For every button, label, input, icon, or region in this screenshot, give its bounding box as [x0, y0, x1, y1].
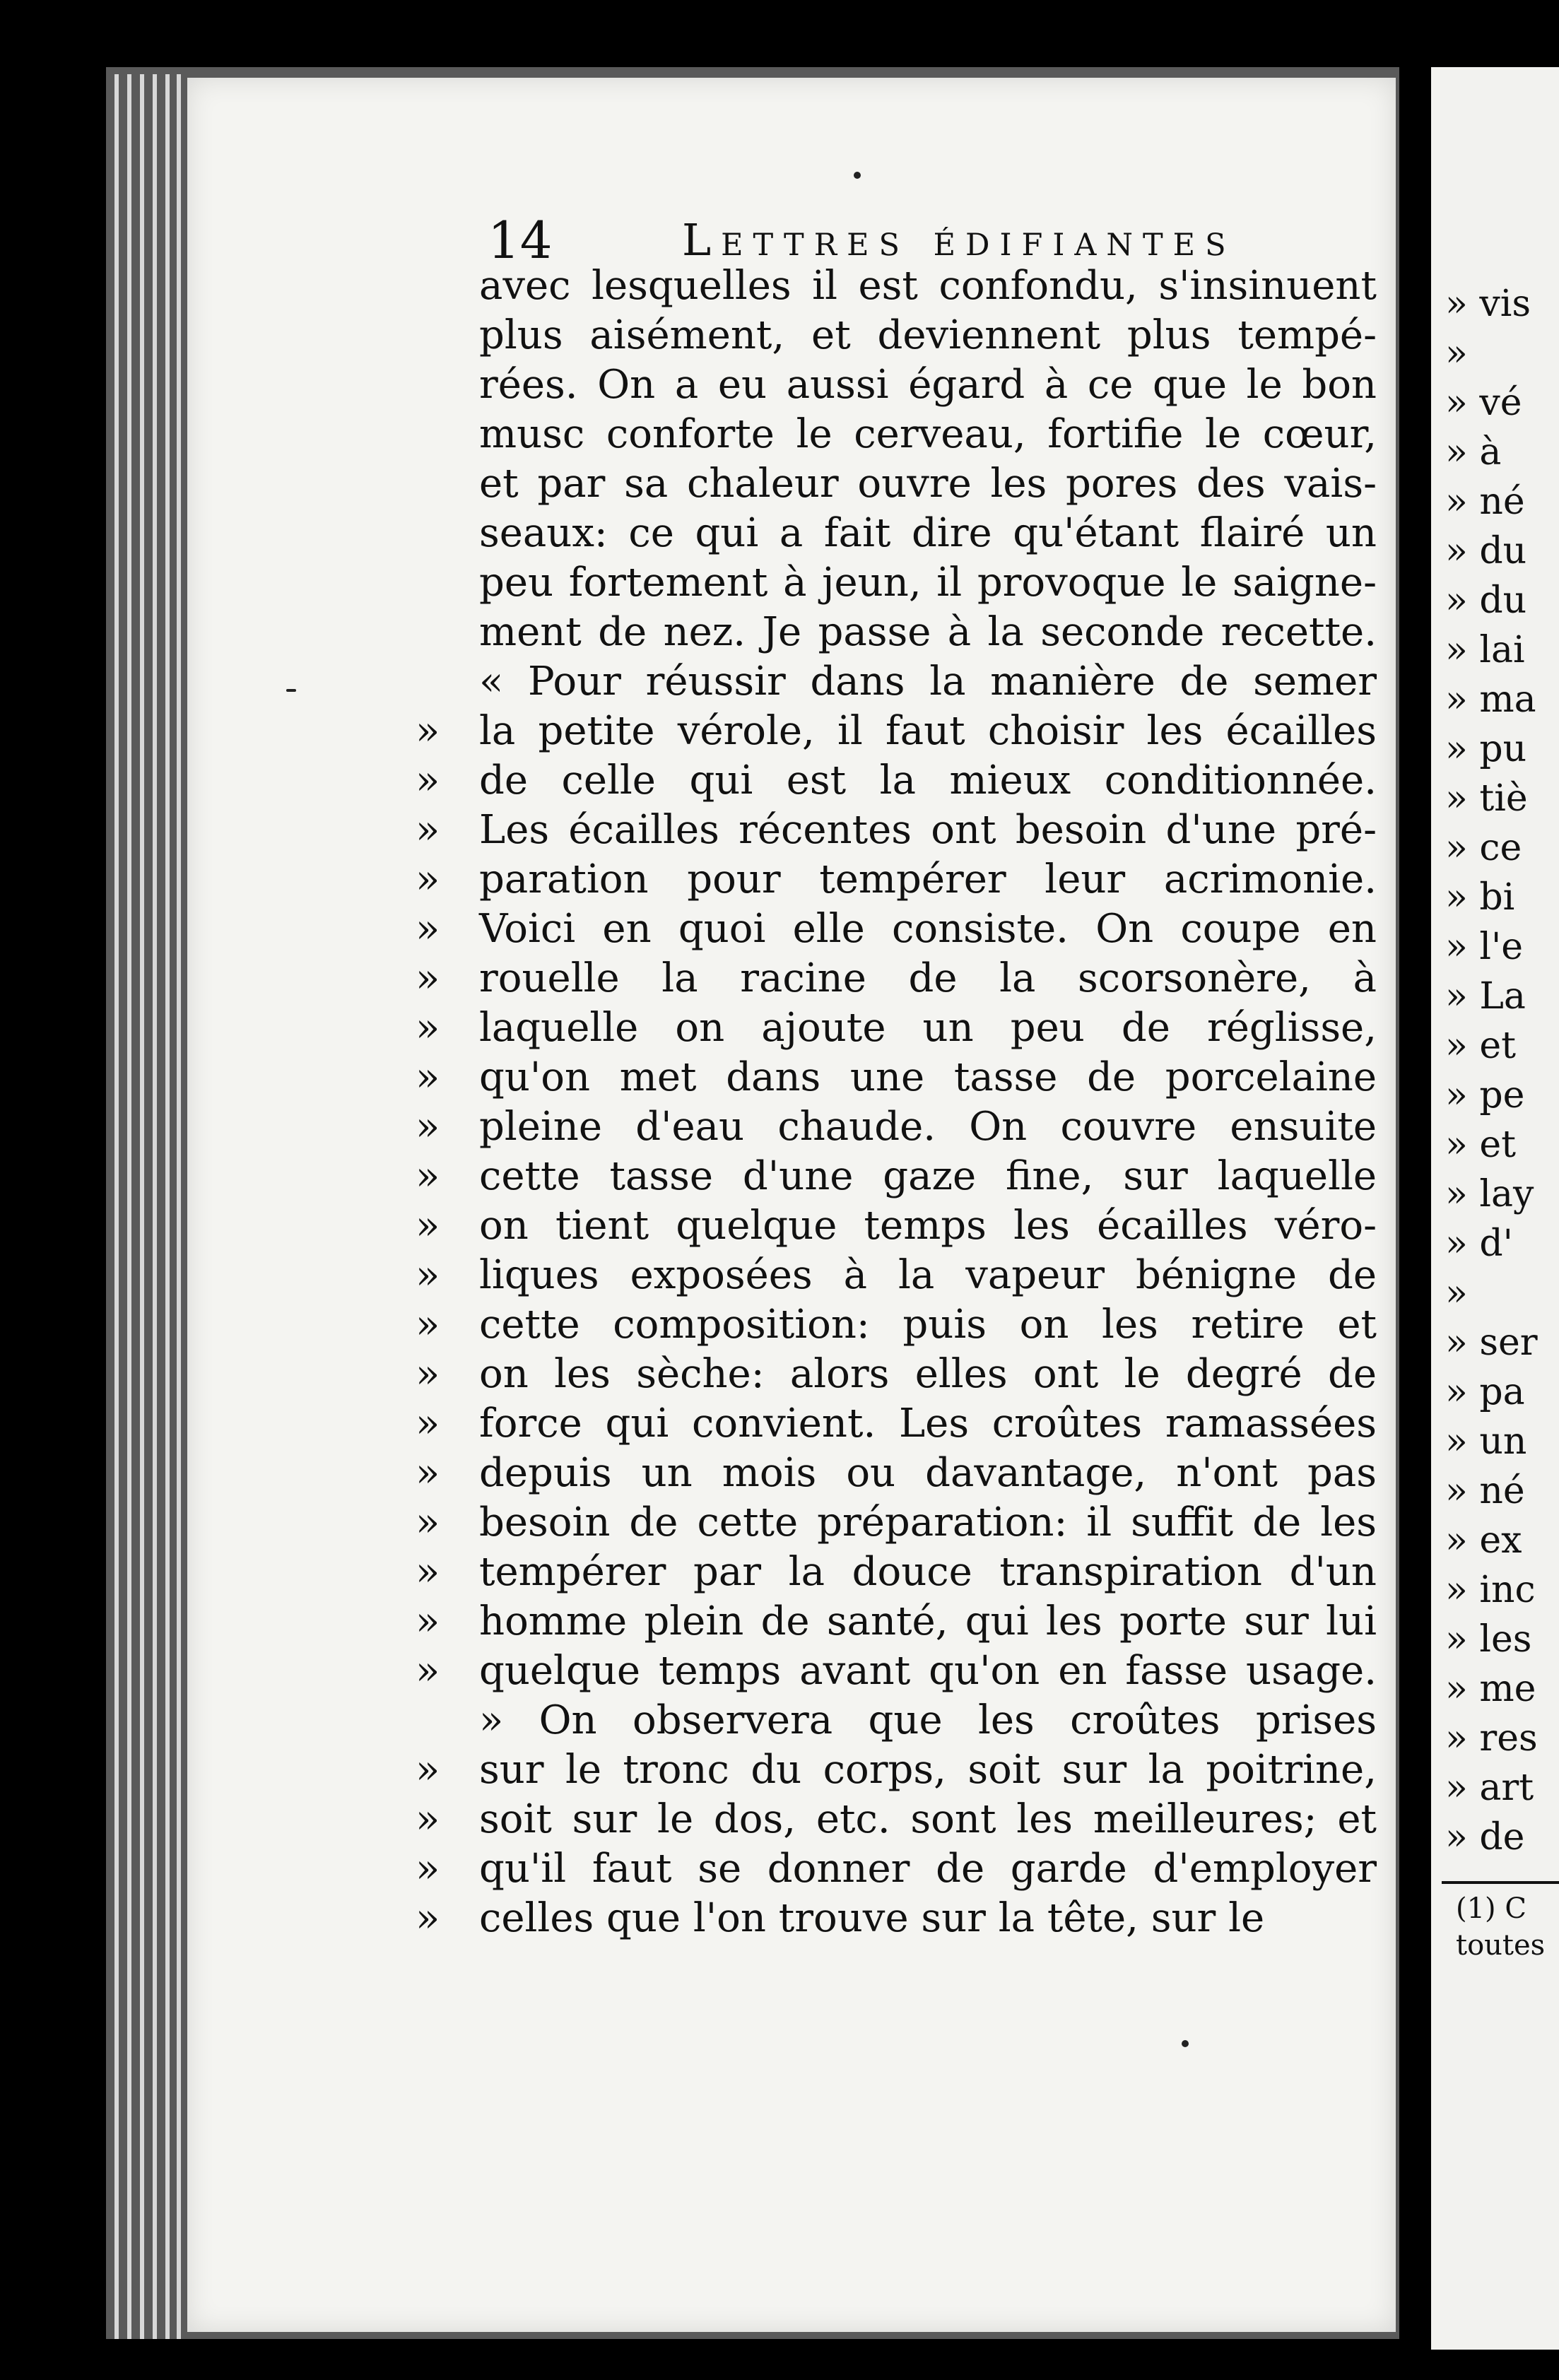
text-line	[416, 1449, 1377, 1498]
right-page-line: » né	[1445, 1470, 1525, 1512]
text-line	[416, 1646, 1377, 1696]
line-text: de celle qui est la mieux conditionnée.	[479, 758, 1377, 803]
footnote-line: (1) C	[1456, 1892, 1526, 1925]
page-body-text	[416, 261, 1377, 1943]
line-text: homme plein de santé, qui les porte sur lui	[479, 1598, 1377, 1644]
line-text: qu'on met dans une tasse de porcelaine	[479, 1054, 1377, 1100]
line-text: soit sur le dos, etc. sont les meilleures; et	[479, 1796, 1377, 1842]
line-text: sur le tronc du corps, soit sur la poitrine,	[479, 1747, 1377, 1793]
right-page-line: » inc	[1445, 1569, 1536, 1611]
line-text: quelque temps avant qu'on en fasse usage.	[479, 1648, 1377, 1694]
text-line	[416, 1795, 1377, 1844]
quote-mark: »	[416, 955, 440, 1001]
line-text: » On observera que les croûtes prises	[479, 1697, 1377, 1743]
quote-mark: »	[416, 1747, 440, 1793]
text-line	[416, 1053, 1377, 1102]
right-page-line: » me	[1445, 1668, 1536, 1710]
line-text: cette tasse d'une gaze fine, sur laquelle	[479, 1153, 1377, 1199]
right-page-line: » de	[1445, 1816, 1525, 1858]
text-line	[479, 558, 1377, 608]
text-line	[479, 311, 1377, 360]
text-line	[479, 1696, 1377, 1745]
text-line	[416, 1399, 1377, 1449]
quote-mark: »	[416, 1401, 440, 1447]
line-text: laquelle on ajoute un peu de réglisse,	[479, 1005, 1377, 1051]
right-page-line: » du	[1445, 579, 1527, 622]
quote-mark: »	[416, 1153, 440, 1199]
right-page-line: » à	[1445, 431, 1502, 473]
page-number: 14	[488, 211, 553, 270]
line-text: plus aisément, et deviennent plus tempé-	[479, 312, 1377, 358]
right-page-line: »	[1445, 332, 1468, 375]
quote-mark: »	[416, 856, 440, 902]
quote-mark: »	[416, 1351, 440, 1397]
line-text: pleine d'eau chaude. On couvre ensuite	[479, 1104, 1377, 1150]
quote-mark: »	[416, 1005, 440, 1051]
line-text: rées. On a eu aussi égard à ce que le bon	[479, 362, 1377, 408]
right-page-line: » pa	[1445, 1371, 1525, 1413]
page-edge-line	[140, 74, 144, 2339]
quote-mark: »	[416, 1450, 440, 1496]
right-page-line: »	[1445, 1272, 1468, 1314]
right-page-line: » l'e	[1445, 926, 1524, 968]
page-edge-line	[153, 74, 157, 2339]
quote-mark: »	[416, 1648, 440, 1694]
quote-mark: »	[416, 758, 440, 803]
line-text: liques exposées à la vapeur bénigne de	[479, 1252, 1377, 1298]
right-page-line: » et	[1445, 1124, 1517, 1166]
line-text: ment de nez. Je passe à la seconde recette.	[479, 609, 1377, 655]
page-edge-line	[165, 74, 170, 2339]
line-text: force qui convient. Les croûtes ramassées	[479, 1401, 1377, 1447]
line-text: musc conforte le cerveau, fortifie le cœur,	[479, 411, 1377, 457]
right-page-line: » pu	[1445, 728, 1527, 770]
quote-mark: »	[416, 1104, 440, 1150]
quote-mark: »	[416, 708, 440, 754]
text-line	[416, 954, 1377, 1003]
right-page-line: » né	[1445, 481, 1525, 523]
text-line	[479, 657, 1377, 707]
running-title: Lettres édifiantes	[682, 214, 1236, 266]
right-page-line: » les	[1445, 1618, 1532, 1661]
text-line	[479, 509, 1377, 558]
text-line	[479, 608, 1377, 657]
right-page-line: » vé	[1445, 382, 1522, 424]
line-text: cette composition: puis on les retire et	[479, 1302, 1377, 1348]
line-text: tempérer par la douce transpiration d'un	[479, 1549, 1377, 1595]
text-line	[416, 1350, 1377, 1399]
right-page-line: » du	[1445, 530, 1527, 572]
quote-mark: »	[416, 1302, 440, 1348]
quote-mark: »	[416, 1598, 440, 1644]
text-line	[416, 1152, 1377, 1201]
line-text: avec lesquelles il est confondu, s'insinuent	[479, 263, 1377, 309]
right-page-line: » tiè	[1445, 777, 1528, 820]
right-page-line: » d'	[1445, 1223, 1513, 1265]
quote-mark: »	[416, 1846, 440, 1892]
text-line	[416, 1300, 1377, 1350]
right-page-fragment	[1431, 67, 1559, 2350]
footnote-line: toutes	[1456, 1929, 1546, 1962]
line-text: Voici en quoi elle consiste. On coupe en	[479, 906, 1377, 952]
page-edge-line	[177, 74, 181, 2339]
text-line	[416, 707, 1377, 756]
quote-mark: »	[416, 1549, 440, 1595]
right-page-line: » lay	[1445, 1173, 1534, 1215]
text-line	[479, 360, 1377, 410]
text-line	[416, 1745, 1377, 1795]
text-line	[416, 806, 1377, 855]
right-page-line: » pe	[1445, 1074, 1525, 1117]
line-text: qu'il faut se donner de garde d'employer	[479, 1846, 1377, 1892]
line-text: la petite vérole, il faut choisir les écailles	[479, 708, 1377, 754]
text-line	[416, 905, 1377, 954]
text-line	[479, 459, 1377, 509]
right-page-line: » lai	[1445, 629, 1525, 671]
quote-mark: »	[416, 807, 440, 853]
right-page-line: » vis	[1445, 283, 1531, 325]
right-page-line: » La	[1445, 975, 1526, 1018]
line-text: Les écailles récentes ont besoin d'une pré-	[479, 807, 1377, 853]
text-line	[416, 1597, 1377, 1646]
quote-mark: »	[416, 1895, 440, 1941]
quote-mark: »	[416, 1252, 440, 1298]
ink-speck	[854, 172, 861, 179]
text-line	[416, 1251, 1377, 1300]
page-edge-line	[114, 74, 119, 2339]
quote-mark: »	[416, 1500, 440, 1545]
line-text: paration pour tempérer leur acrimonie.	[479, 856, 1377, 902]
quote-mark: »	[416, 906, 440, 952]
right-page-line: » res	[1445, 1717, 1538, 1760]
quote-mark: »	[416, 1796, 440, 1842]
footnote-rule	[1442, 1881, 1559, 1884]
right-page-line: » et	[1445, 1025, 1517, 1067]
line-text: on tient quelque temps les écailles véro-	[479, 1203, 1377, 1249]
text-line	[416, 1548, 1377, 1597]
line-text: et par sa chaleur ouvre les pores des vais-	[479, 461, 1377, 507]
line-text: rouelle la racine de la scorsonère, à	[479, 955, 1377, 1001]
text-line	[416, 1894, 1377, 1943]
text-line	[416, 855, 1377, 905]
line-text: on les sèche: alors elles ont le degré de	[479, 1351, 1377, 1397]
ink-speck	[1182, 2040, 1189, 2047]
text-line	[416, 1003, 1377, 1053]
line-text: peu fortement à jeun, il provoque le saigne-	[479, 560, 1377, 606]
quote-mark: »	[416, 1203, 440, 1249]
text-line	[416, 756, 1377, 806]
right-page-line: » bi	[1445, 876, 1515, 919]
line-text: celles que l'on trouve sur la tête, sur le	[479, 1895, 1265, 1941]
text-line	[416, 1102, 1377, 1152]
text-line	[416, 1498, 1377, 1548]
text-line	[479, 410, 1377, 459]
right-page-line: » art	[1445, 1767, 1534, 1809]
text-line	[479, 261, 1377, 311]
right-page-line: » ma	[1445, 678, 1536, 721]
right-page-line: » ce	[1445, 827, 1522, 869]
right-page-line: » un	[1445, 1420, 1527, 1463]
line-text: « Pour réussir dans la manière de semer	[479, 659, 1377, 705]
text-line	[416, 1844, 1377, 1894]
ink-speck	[286, 689, 296, 692]
right-page-line: » ex	[1445, 1519, 1522, 1562]
page-edge-line	[127, 74, 131, 2339]
quote-mark: »	[416, 1054, 440, 1100]
text-line	[416, 1201, 1377, 1251]
right-page-line: » ser	[1445, 1321, 1538, 1364]
line-text: besoin de cette préparation: il suffit de les	[479, 1500, 1377, 1545]
line-text: depuis un mois ou davantage, n'ont pas	[479, 1450, 1377, 1496]
line-text: seaux: ce qui a fait dire qu'étant flairé un	[479, 510, 1377, 556]
